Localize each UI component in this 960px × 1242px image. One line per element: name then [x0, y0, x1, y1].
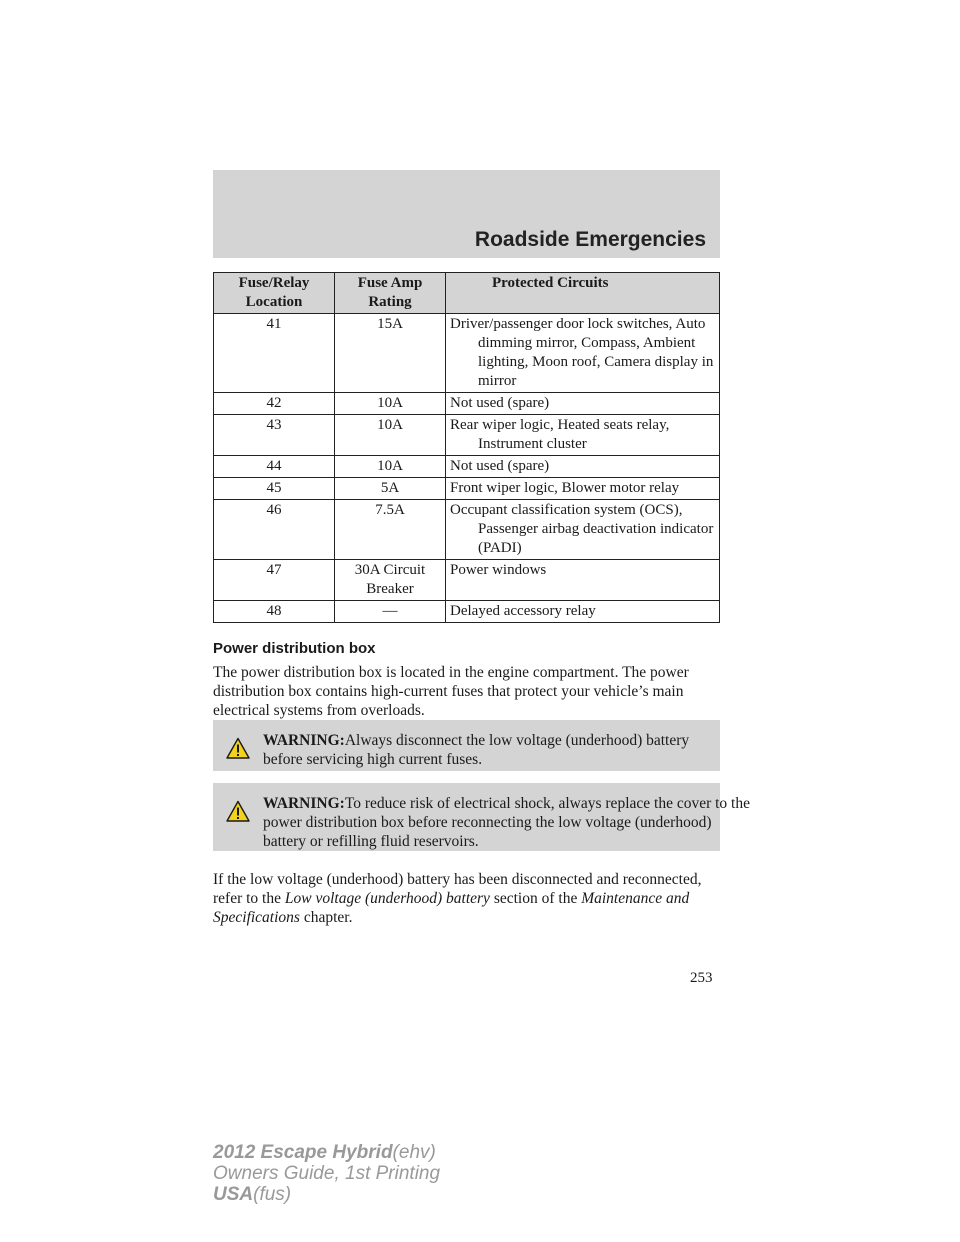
fuse-location: 48	[214, 601, 335, 623]
protected-circuits: Driver/passenger door lock switches, Auto dimming mirror, Compass, Ambient lighting, Moon roof, Camera display in mirror	[450, 316, 714, 389]
page-title: Roadside Emergencies	[474, 228, 706, 251]
closing-text: chapter.	[299, 909, 353, 926]
footer	[213, 1142, 440, 1205]
fuse-location: 47	[214, 560, 335, 601]
footer-line-2: Owners Guide, 1st Printing	[213, 1163, 441, 1184]
fuse-table	[213, 272, 720, 623]
warning-text	[213, 794, 753, 851]
protected-circuits: Front wiper logic, Blower motor relay	[450, 480, 680, 496]
protected-circuits: Rear wiper logic, Heated seats relay, Instrument cluster	[450, 417, 670, 452]
fuse-rating: 7.5A	[335, 500, 446, 560]
protected-circuits: Power windows	[450, 562, 547, 578]
warning-box	[213, 720, 720, 771]
fuse-rating: 10A	[335, 415, 446, 456]
protected-circuits: Not used (spare)	[450, 395, 550, 411]
warning-body: To reduce risk of electrical shock, always replace the cover to the power distribution box before reconnecting the low voltage (underhood) battery or refilling fluid reservoirs.	[263, 795, 750, 850]
warning-triangle-icon	[226, 737, 250, 759]
warning-body: Always disconnect the low voltage (underhood) battery before servicing high current fuses.	[263, 732, 690, 768]
header-band	[213, 170, 720, 258]
warning-label: WARNING:	[263, 732, 345, 749]
fuse-rating: 30A Circuit Breaker	[335, 560, 446, 601]
chapter-reference: Maintenance and Specifications	[213, 890, 690, 926]
fuse-location: 46	[214, 500, 335, 560]
fuse-location: 41	[214, 314, 335, 393]
table-row	[214, 456, 720, 478]
warning-text	[263, 731, 713, 769]
column-header-location: Fuse/Relay Location	[214, 273, 335, 314]
protected-circuits: Not used (spare)	[450, 458, 550, 474]
section-heading: Power distribution box	[213, 640, 376, 657]
fuse-location: 45	[214, 478, 335, 500]
fuse-location: 43	[214, 415, 335, 456]
table-row	[214, 314, 720, 393]
fuse-rating: 10A	[335, 393, 446, 415]
table-row	[214, 601, 720, 623]
footer-line-1: 2012 Escape Hybrid(ehv)	[213, 1142, 436, 1163]
warning-box	[213, 783, 750, 851]
fuse-rating: 15A	[335, 314, 446, 393]
table-header-row	[214, 273, 720, 314]
closing-paragraph	[213, 870, 720, 927]
closing-text: section of the	[489, 890, 582, 907]
table-row	[214, 478, 720, 500]
fuse-rating: 10A	[335, 456, 446, 478]
closing-text: If the low voltage (underhood) battery has been disconnected and reconnected, refer to the	[213, 871, 702, 907]
table-row	[214, 500, 720, 560]
warning-label: WARNING:	[263, 795, 345, 812]
fuse-location: 42	[214, 393, 335, 415]
page-number: 253	[690, 970, 713, 986]
fuse-rating: 5A	[335, 478, 446, 500]
column-header-circuits: Protected Circuits	[446, 273, 720, 314]
column-header-rating: Fuse Amp Rating	[335, 273, 446, 314]
table-row	[214, 415, 720, 456]
fuse-location: 44	[214, 456, 335, 478]
intro-paragraph: The power distribution box is located in the engine compartment. The power distribution box contains high-current fuses that protect your vehicle’s main electrical systems from overloads.	[213, 664, 689, 719]
table-row	[214, 393, 720, 415]
table-row	[214, 560, 720, 601]
protected-circuits: Delayed accessory relay	[450, 603, 596, 619]
footer-line-3: USA(fus)	[213, 1184, 292, 1205]
section-reference: Low voltage (underhood) battery	[284, 890, 490, 907]
fuse-rating: —	[335, 601, 446, 623]
protected-circuits: Occupant classification system (OCS), Passenger airbag deactivation indicator (PADI)	[450, 502, 714, 556]
